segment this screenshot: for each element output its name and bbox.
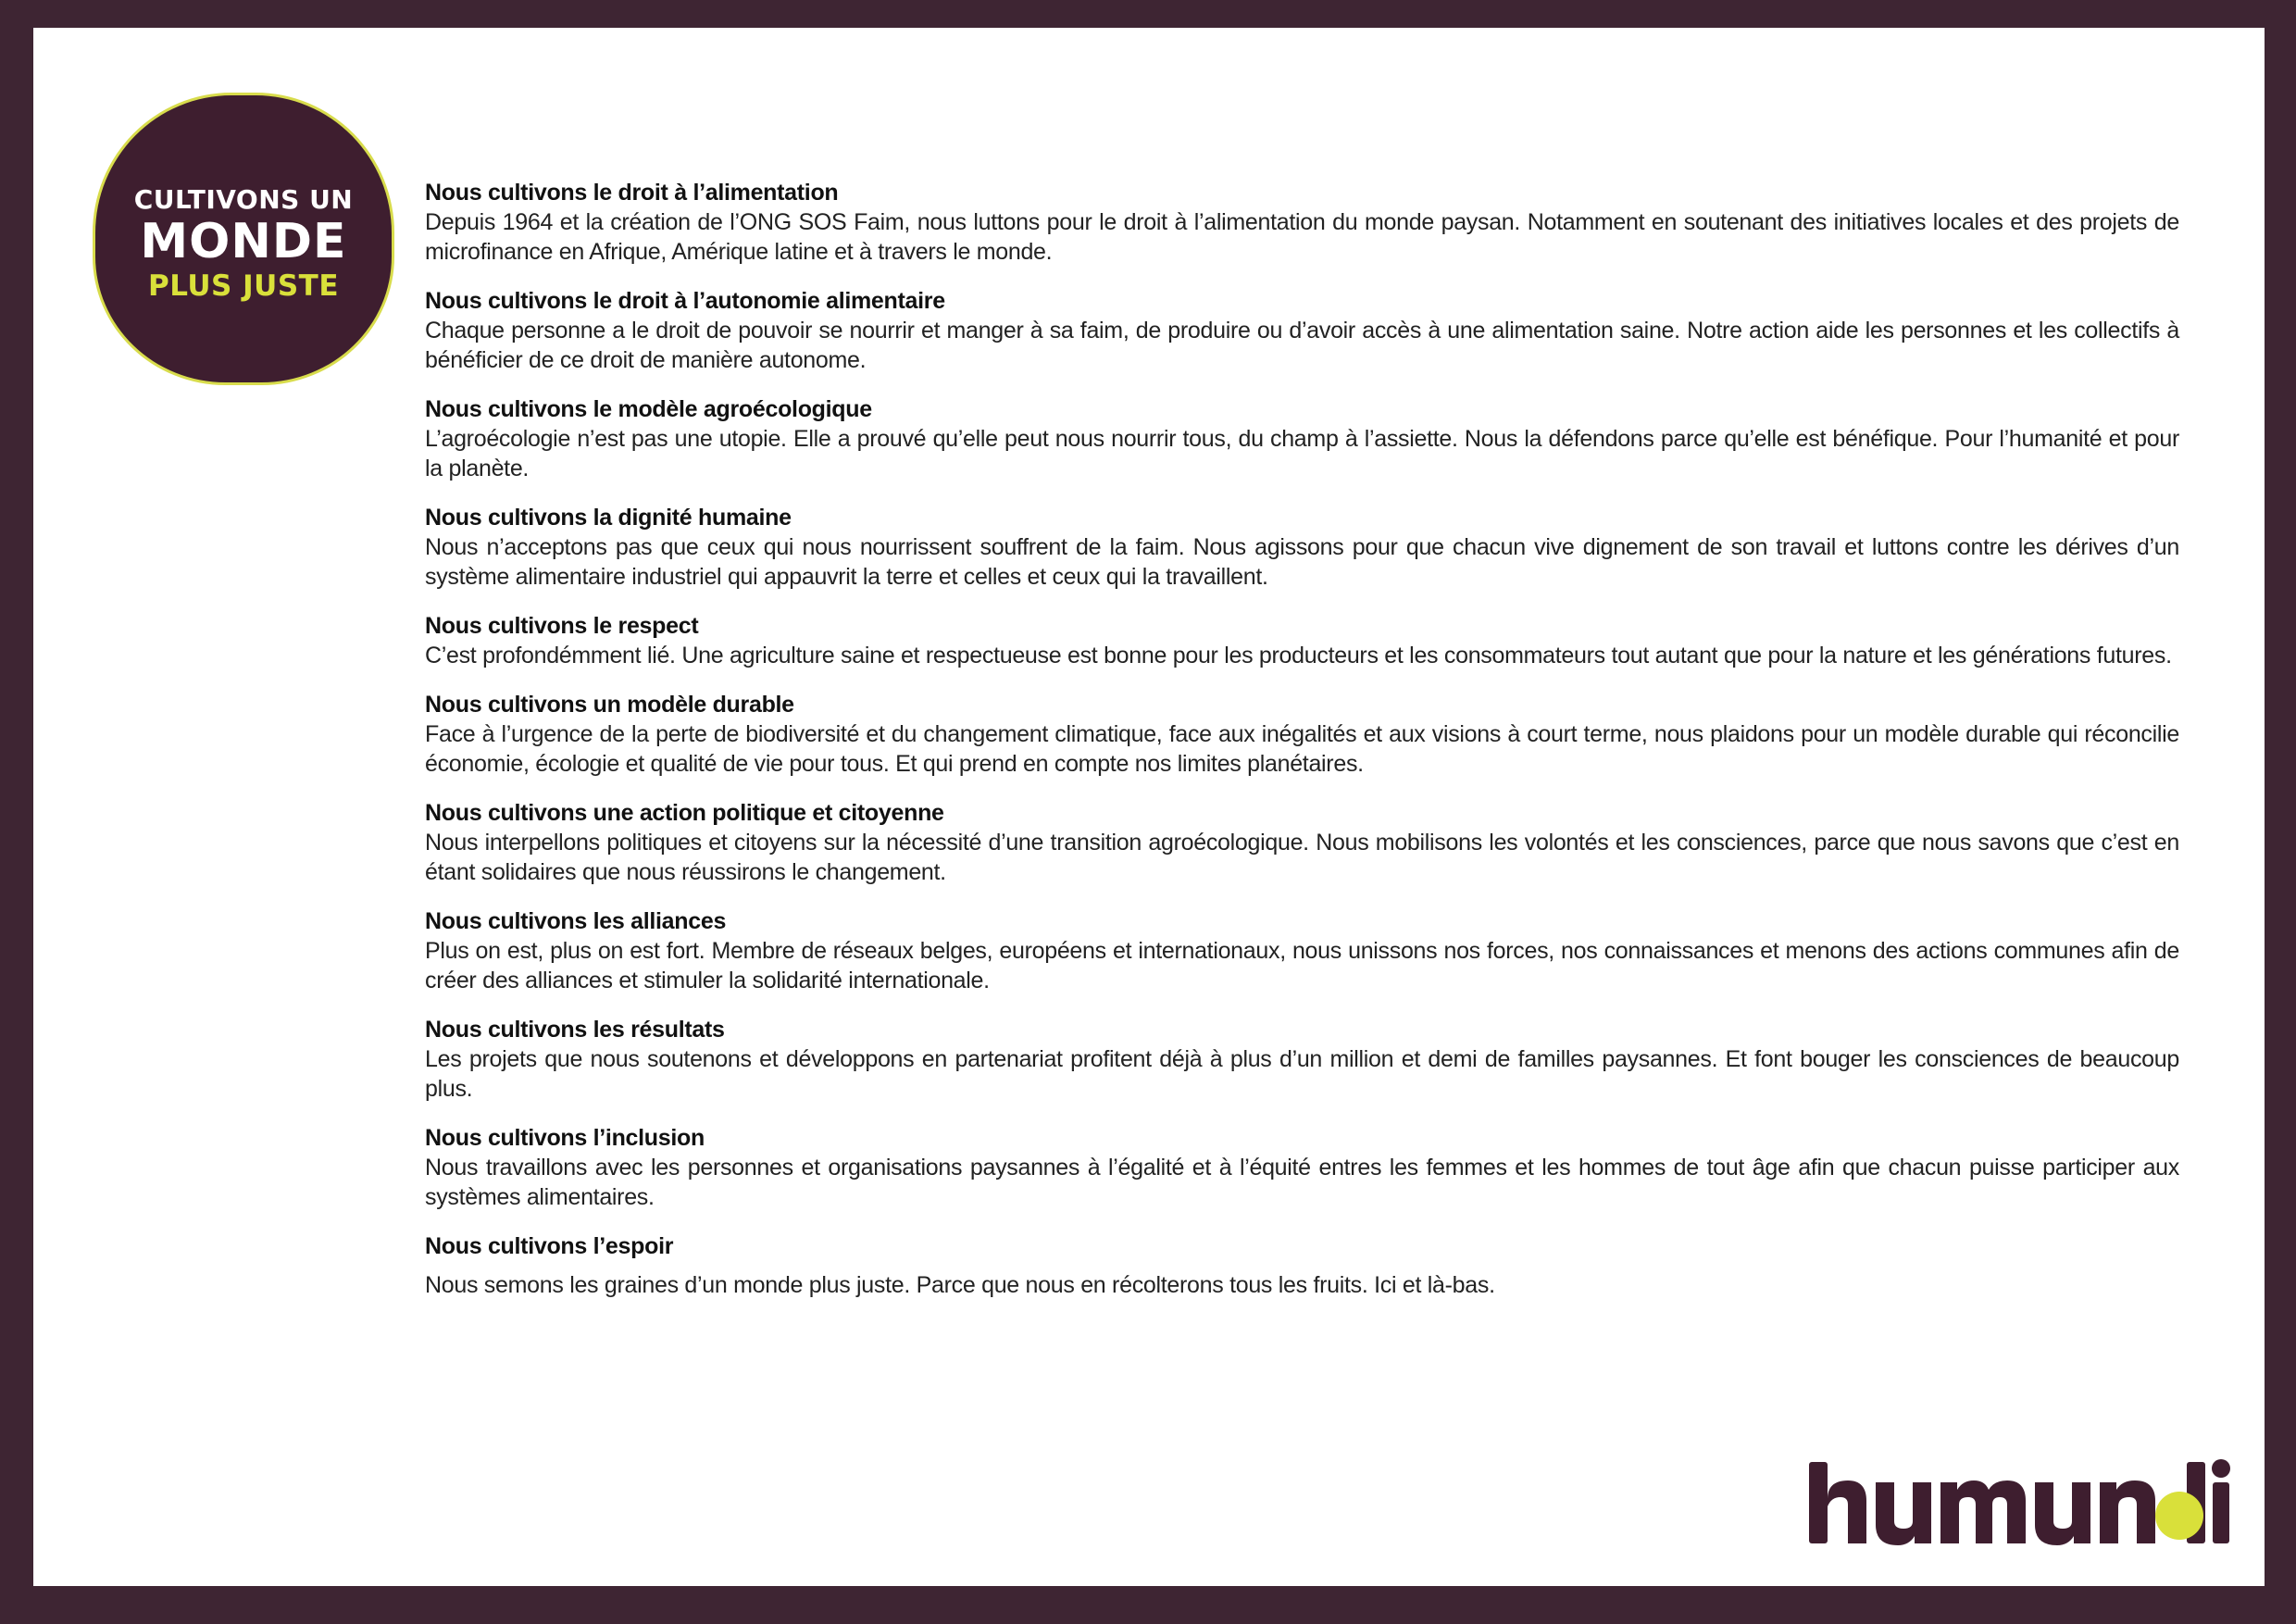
section-body: L’agroécologie n’est pas une utopie. Elle a prouvé qu’elle peut nous nourrir tous, du champ à l’assiette. Nous la défendons parce qu’elle est bénéfique. Pour l’humanité et pour la planète.	[425, 426, 2179, 481]
section-body: C’est profondémment lié. Une agriculture saine et respectueuse est bonne pour les producteurs et les consommateurs tout autant que pour la nature et les générations futures.	[425, 643, 2172, 668]
section-title: Nous cultivons le modèle agroécologique	[425, 396, 872, 422]
section-title: Nous cultivons la dignité humaine	[425, 505, 792, 531]
section-modele-agroecologique	[425, 394, 2179, 483]
section-title: Nous cultivons l’espoir	[425, 1233, 674, 1259]
section-body: Face à l’urgence de la perte de biodiversité et du changement climatique, face aux inégalités et aux visions à court terme, nous plaidons pour un modèle durable qui réconcilie économie, écologie et qualité de vie pour tous. Et qui prend en compte nos limites planétaires.	[425, 721, 2179, 777]
section-body: Les projets que nous soutenons et développons en partenariat profitent déjà à plus d’un million et demi de familles paysannes. Et font bouger les consciences de beaucoup plus.	[425, 1046, 2179, 1102]
section-body: Nous interpellons politiques et citoyens sur la nécessité d’une transition agroécologique. Nous mobilisons les volontés et les consciences, parce que nous savons que c’est en étant solidaires que nous réussirons le changement.	[425, 830, 2179, 885]
badge-line-1: CULTIVONS UN	[133, 184, 354, 215]
section-title: Nous cultivons une action politique et citoyenne	[425, 800, 944, 826]
section-body: Plus on est, plus on est fort. Membre de réseaux belges, européens et internationaux, nous unissons nos forces, nos connaissances et menons des actions communes afin de créer des alliances et stimuler la solidarité internationale.	[425, 938, 2179, 993]
logo-accent-dot	[2155, 1492, 2203, 1540]
section-alliances	[425, 906, 2179, 995]
section-title: Nous cultivons le droit à l’alimentation	[425, 180, 839, 206]
section-body: Depuis 1964 et la création de l’ONG SOS Faim, nous luttons pour le droit à l’alimentation du monde paysan. Notamment en soutenant des initiatives locales et des projets de microfinance en Afrique, Amérique latine et à travers le monde.	[425, 209, 2179, 265]
section-body: Chaque personne a le droit de pouvoir se nourrir et manger à sa faim, de produire ou d’avoir accès à une alimentation saine. Notre action aide les personnes et les collectifs à bénéficier de ce droit de manière autonome.	[425, 318, 2179, 373]
values-list	[425, 178, 2179, 1319]
section-modele-durable	[425, 690, 2179, 779]
section-title: Nous cultivons le droit à l’autonomie alimentaire	[425, 288, 945, 314]
section-dignite-humaine	[425, 503, 2179, 592]
section-droit-alimentation	[425, 178, 2179, 267]
document-page	[33, 28, 2265, 1586]
badge-line-3: PLUS JUSTE	[147, 269, 339, 303]
section-body: Nous travaillons avec les personnes et organisations paysannes à l’égalité et à l’équité entres les femmes et les hommes de tout âge afin que chacun puisse participer aux systèmes alimentaires.	[425, 1155, 2179, 1210]
slogan-badge	[93, 93, 394, 385]
section-title: Nous cultivons les alliances	[425, 908, 727, 934]
logo-i-dot	[2212, 1459, 2230, 1478]
section-resultats	[425, 1015, 2179, 1104]
section-body: Nous semons les graines d’un monde plus juste. Parce que nous en récolterons tous les fruits. Ici et là-bas.	[425, 1272, 1495, 1298]
section-body: Nous n’acceptons pas que ceux qui nous nourrissent souffrent de la faim. Nous agissons pour que chacun vive dignement de son travail et luttons contre les dérives d’un système alimentaire industriel qui appauvrit la terre et celles et ceux qui la travaillent.	[425, 534, 2179, 590]
section-title: Nous cultivons un modèle durable	[425, 692, 794, 718]
section-espoir	[425, 1231, 2179, 1300]
section-respect	[425, 611, 2179, 670]
badge-line-2: MONDE	[140, 214, 347, 269]
section-title: Nous cultivons l’inclusion	[425, 1125, 705, 1151]
section-inclusion	[425, 1123, 2179, 1212]
section-autonomie-alimentaire	[425, 286, 2179, 375]
section-title: Nous cultivons le respect	[425, 613, 699, 639]
section-action-politique	[425, 798, 2179, 887]
section-title: Nous cultivons les résultats	[425, 1017, 725, 1043]
humundi-logo	[1805, 1458, 2231, 1551]
